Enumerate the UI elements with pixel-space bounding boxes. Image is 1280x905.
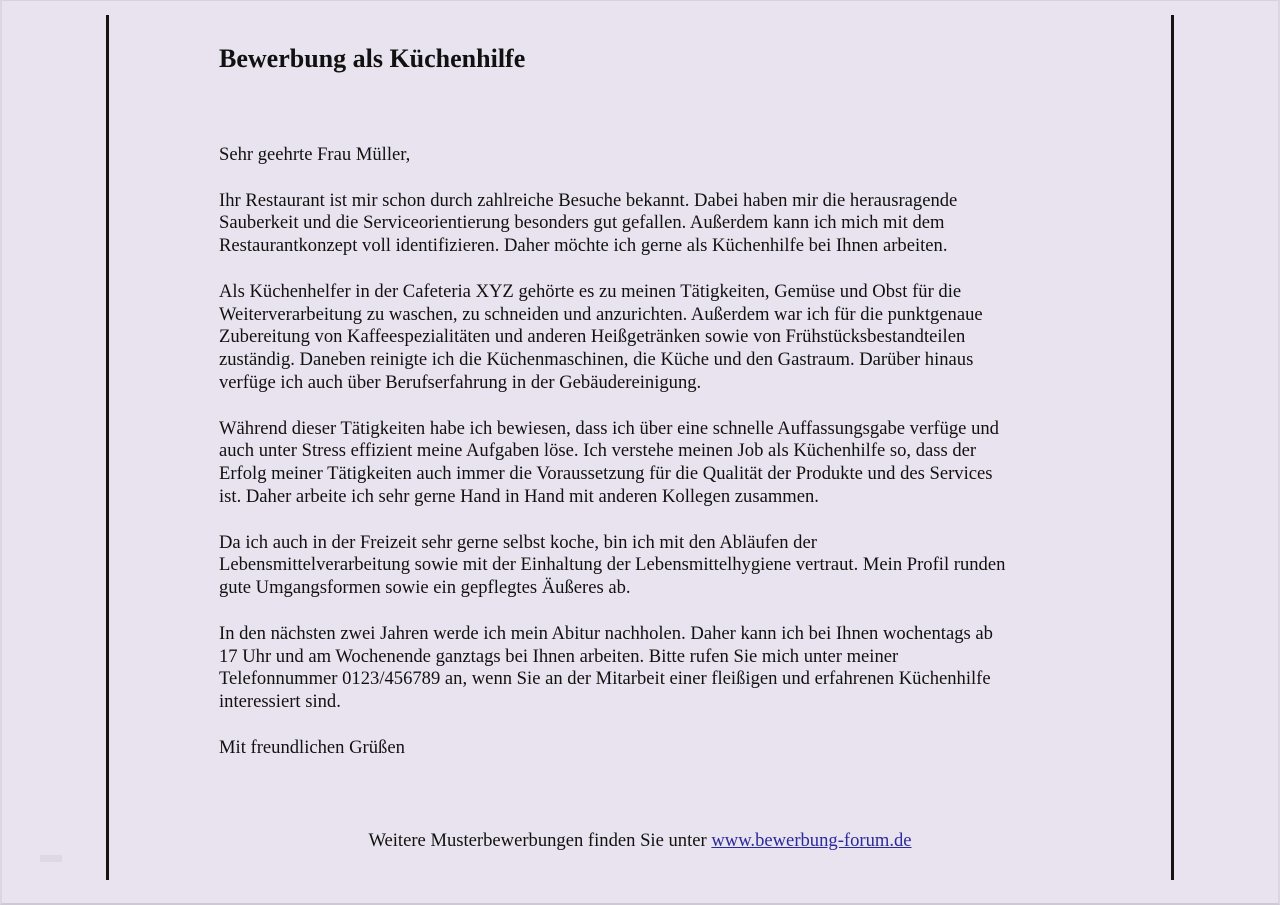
paragraph-line: ist. Daher arbeite ich sehr gerne Hand in Hand mit anderen Kollegen zusammen. — [219, 485, 819, 507]
paragraph-line: Ihr Restaurant ist mir schon durch zahlreiche Besuche bekannt. Dabei haben mir die herausragende — [219, 189, 958, 211]
page-marker — [40, 855, 62, 862]
right-margin-rule — [1171, 15, 1174, 880]
letter-body — [219, 40, 1069, 760]
paragraph-line: Da ich auch in der Freizeit sehr gerne selbst koche, bin ich mit den Abläufen der — [219, 531, 817, 553]
paragraph-line: Weiterverarbeitung zu waschen, zu schneiden und anzurichten. Außerdem war ich für die punktgenaue — [219, 303, 983, 325]
paragraph-line: 17 Uhr und am Wochenende ganztags bei Ihnen arbeiten. Bitte rufen Sie mich unter meiner — [219, 645, 899, 667]
paragraph-line: Während dieser Tätigkeiten habe ich bewiesen, dass ich über eine schnelle Auffassungsgabe verfüge und — [219, 417, 999, 439]
footer-line — [368, 830, 911, 852]
paragraph-line: interessiert sind. — [219, 691, 341, 713]
footer — [0, 830, 1280, 852]
letter-title: Bewerbung als Küchenhilfe — [219, 44, 526, 73]
paragraph-line: Zubereitung von Kaffeespezialitäten und anderen Heißgetränken sowie von Frühstücksbestandteilen — [219, 326, 966, 348]
closing: Mit freundlichen Grüßen — [219, 736, 405, 758]
paragraph-5 — [219, 623, 1069, 714]
paragraph-line: Restaurantkonzept voll identifizieren. Daher möchte ich gerne als Küchenhilfe bei Ihnen arbeiten. — [219, 235, 948, 257]
paragraph-line: auch unter Stress effizient meine Aufgaben löse. Ich verstehe meinen Job als Küchenhilfe so, dass der — [219, 440, 977, 462]
paragraph-4 — [219, 532, 1069, 600]
paragraph-line: Als Küchenhelfer in der Cafeteria XYZ gehörte es zu meinen Tätigkeiten, Gemüse und Obst für die — [219, 280, 962, 302]
left-margin-rule — [106, 15, 109, 880]
footer-text: Weitere Musterbewerbungen finden Sie unter — [368, 830, 707, 851]
paragraph-line: Lebensmittelverarbeitung sowie mit der Einhaltung der Lebensmittelhygiene vertraut. Mein Profil runden — [219, 554, 1006, 576]
paragraph-line: zuständig. Daneben reinigte ich die Küchenmaschinen, die Küche und den Gastraum. Darüber hinaus — [219, 349, 974, 371]
paragraph-line: Sauberkeit und die Serviceorientierung besonders gut gefallen. Außerdem kann ich mich mit dem — [219, 212, 945, 234]
paragraph-line: In den nächsten zwei Jahren werde ich mein Abitur nachholen. Daher kann ich bei Ihnen wochentags ab — [219, 622, 993, 644]
paragraph-3 — [219, 418, 1069, 509]
paragraph-1 — [219, 190, 1069, 258]
paragraph-line: verfüge ich auch über Berufserfahrung in der Gebäudereinigung. — [219, 371, 702, 393]
website-link[interactable]: www.bewerbung-forum.de — [711, 830, 912, 851]
paragraph-line: Telefonnummer 0123/456789 an, wenn Sie an der Mitarbeit einer fleißigen und erfahrenen Küchenhilfe — [219, 668, 991, 690]
paragraph-line: gute Umgangsformen sowie ein gepflegtes Äußeres ab. — [219, 577, 631, 599]
paragraph-line: Erfolg meiner Tätigkeiten auch immer die Voraussetzung für die Qualität der Produkte und des Services — [219, 463, 993, 485]
paragraph-2 — [219, 281, 1069, 395]
salutation: Sehr geehrte Frau Müller, — [219, 144, 411, 165]
